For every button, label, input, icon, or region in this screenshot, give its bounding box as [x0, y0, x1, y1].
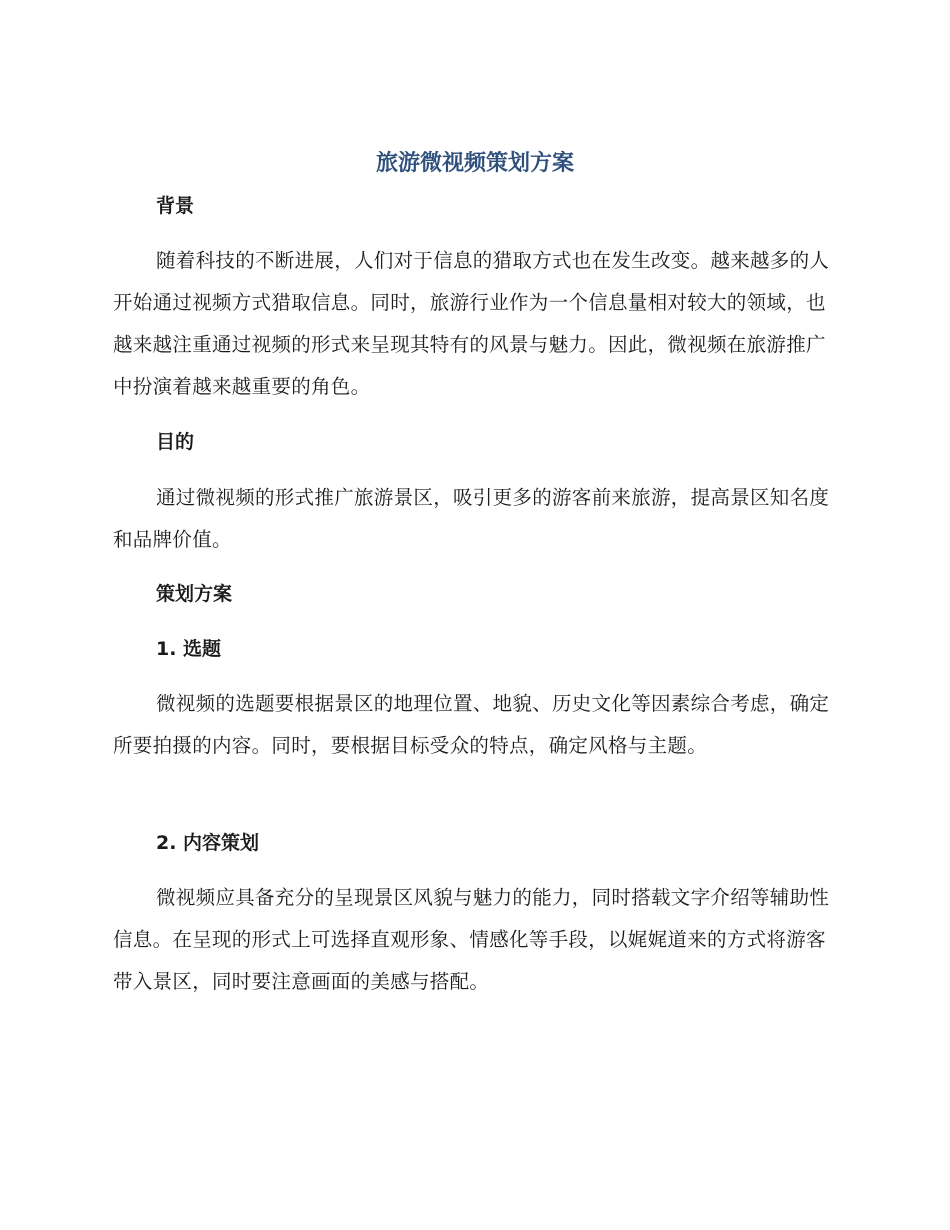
section-heading-purpose: 目的 — [156, 431, 195, 453]
paragraph-content: 微视频应具备充分的呈现景区风貌与魅力的能力，同时搭载文字介绍等辅助性信息。在呈现的形式上可选择直观形象、情感化等手段，以娓娓道来的方式将游客带入景区，同时要注意画面的美感与搭配。 — [113, 886, 830, 993]
section-heading-content: 2. 内容策划 — [156, 832, 260, 854]
section-heading-background: 背景 — [156, 195, 195, 217]
document-title: 旅游微视频策划方案 — [375, 151, 574, 176]
paragraph-topic: 微视频的选题要根据景区的地理位置、地貌、历史文化等因素综合考虑，确定所要拍摄的内容。同时，要根据目标受众的特点，确定风格与主题。 — [113, 692, 830, 757]
section-heading-plan: 策划方案 — [156, 583, 233, 605]
paragraph-background: 随着科技的不断进展，人们对于信息的猎取方式也在发生改变。越来越多的人开始通过视频方式猎取信息。同时，旅游行业作为一个信息量相对较大的领域，也越来越注重通过视频的形式来呈现其特有的风景与魅力。因此，微视频在旅游推广中扮演着越来越重要的角色。 — [113, 249, 830, 398]
section-heading-topic: 1. 选题 — [156, 638, 222, 660]
paragraph-purpose: 通过微视频的形式推广旅游景区，吸引更多的游客前来旅游，提高景区知名度和品牌价值。 — [113, 486, 830, 551]
